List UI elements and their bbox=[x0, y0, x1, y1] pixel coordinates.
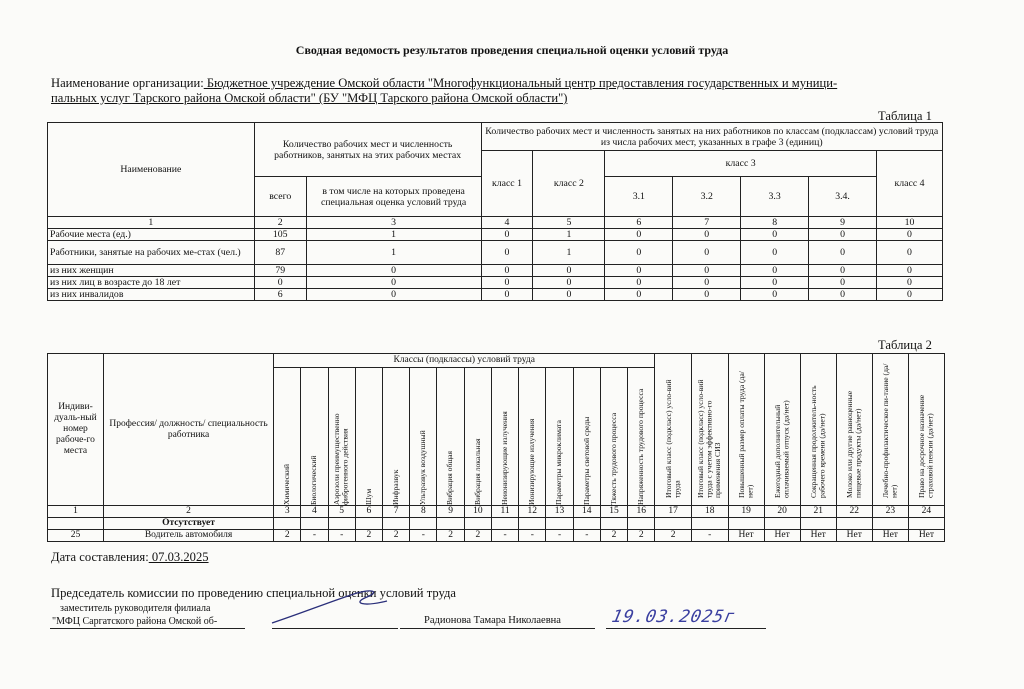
table-cell: 2 bbox=[628, 530, 655, 542]
table-cell: 0 bbox=[481, 241, 533, 265]
table-cell bbox=[872, 518, 908, 530]
table-cell: 1 bbox=[533, 229, 605, 241]
table-cell: 0 bbox=[673, 277, 741, 289]
col-number: 2 bbox=[103, 506, 273, 518]
col-number: 2 bbox=[254, 217, 306, 229]
table-cell: 0 bbox=[877, 277, 943, 289]
col-number: 10 bbox=[877, 217, 943, 229]
date-value: 07.03.2025 bbox=[148, 550, 209, 564]
header-final-class-siz: Итоговый класс (подкласс) усло-вий труда с учетом эффективно-го применения СИЗ bbox=[696, 379, 722, 498]
table-cell: Нет bbox=[728, 530, 764, 542]
row-label: из них инвалидов bbox=[48, 289, 255, 301]
chair-full-name: Радионова Тамара Николаевна bbox=[424, 615, 561, 626]
header-vibration-local: Вибрация локальная bbox=[472, 438, 482, 505]
table2-label: Таблица 2 bbox=[878, 338, 932, 352]
col-number: 6 bbox=[605, 217, 673, 229]
table-cell bbox=[655, 518, 692, 530]
table-cell: 0 bbox=[254, 277, 306, 289]
header-ionizing: Ионизирующие излучения bbox=[527, 418, 537, 505]
table-row bbox=[48, 289, 943, 301]
date-label: Дата составления: bbox=[51, 550, 149, 564]
table-cell: Нет bbox=[908, 530, 944, 542]
header-profession: Профессия/ должность/ специальность работника bbox=[103, 354, 273, 506]
table-cell: 0 bbox=[533, 265, 605, 277]
table-cell: 0 bbox=[673, 265, 741, 277]
header-ultrasound: Ультразвук воздушный bbox=[418, 429, 428, 505]
table-cell: 0 bbox=[306, 289, 481, 301]
table-cell: 0 bbox=[533, 277, 605, 289]
header-short-hours: Сокращенная продолжитель-ность рабочего времени (да/нет) bbox=[808, 384, 827, 498]
table-cell: 2 bbox=[274, 530, 301, 542]
col-number: 6 bbox=[355, 506, 382, 518]
col-number: 1 bbox=[48, 506, 104, 518]
col-number: 4 bbox=[301, 506, 328, 518]
table-cell: - bbox=[573, 530, 600, 542]
chair-position-line1: заместитель руководителя филиала bbox=[60, 603, 211, 614]
table-cell bbox=[355, 518, 382, 530]
table-cell bbox=[328, 518, 355, 530]
workplaces-table bbox=[47, 353, 945, 542]
table-cell bbox=[519, 518, 546, 530]
table-cell: 0 bbox=[306, 277, 481, 289]
header-pension: Право на досрочное назначение страховой пенсии (да/нет) bbox=[916, 394, 935, 498]
table1-label: Таблица 1 bbox=[878, 109, 932, 123]
col-number: 21 bbox=[800, 506, 836, 518]
table-cell: - bbox=[491, 530, 518, 542]
table-cell bbox=[491, 518, 518, 530]
table-cell: Нет bbox=[836, 530, 872, 542]
table-cell bbox=[800, 518, 836, 530]
header-vibration-general: Вибрация общая bbox=[445, 450, 455, 505]
table-cell bbox=[437, 518, 464, 530]
table-cell: 0 bbox=[673, 241, 741, 265]
col-number: 14 bbox=[573, 506, 600, 518]
table-row bbox=[48, 229, 943, 241]
header-leave: Ежегодный дополнительный оплачиваемый отпуск (да/нет) bbox=[772, 399, 791, 498]
table-cell: 6 bbox=[254, 289, 306, 301]
row-label: из них лиц в возрасте до 18 лет bbox=[48, 277, 255, 289]
header-class3: класс 3 bbox=[605, 151, 877, 177]
col-number: 22 bbox=[836, 506, 872, 518]
header-class2: класс 2 bbox=[533, 151, 605, 217]
header-severity: Тяжесть трудового процесса bbox=[608, 412, 618, 505]
row-label: Рабочие места (ед.) bbox=[48, 229, 255, 241]
signature-scribble bbox=[262, 583, 402, 633]
name-underline bbox=[400, 628, 595, 629]
handwritten-date: 19.03.2025г bbox=[609, 607, 738, 627]
table-cell: 0 bbox=[673, 229, 741, 241]
table-cell: 0 bbox=[877, 229, 943, 241]
column-numbers-row bbox=[48, 217, 943, 229]
table-cell: 105 bbox=[254, 229, 306, 241]
compilation-date bbox=[51, 550, 209, 565]
table-cell bbox=[764, 518, 800, 530]
table-cell: 0 bbox=[809, 277, 877, 289]
header-biological: Биологический bbox=[309, 455, 319, 505]
commission-chair-title: Председатель комиссии по проведению специальной оценки условий труда bbox=[51, 586, 456, 600]
absent-label: Отсутствует bbox=[103, 518, 273, 530]
table-cell: Нет bbox=[800, 530, 836, 542]
table-cell: 0 bbox=[481, 265, 533, 277]
table-cell bbox=[48, 518, 104, 530]
col-number: 11 bbox=[491, 506, 518, 518]
table-cell: 0 bbox=[741, 277, 809, 289]
table-cell: 2 bbox=[600, 530, 627, 542]
table-cell: - bbox=[410, 530, 437, 542]
table-cell: - bbox=[519, 530, 546, 542]
table-cell: 1 bbox=[533, 241, 605, 265]
col-number: 20 bbox=[764, 506, 800, 518]
col-number: 5 bbox=[328, 506, 355, 518]
header-final-class: Итоговый класс (подкласс) усло-вий труда bbox=[663, 379, 682, 498]
table-cell bbox=[908, 518, 944, 530]
table-cell bbox=[628, 518, 655, 530]
table-cell: 79 bbox=[254, 265, 306, 277]
date-underline bbox=[606, 628, 766, 629]
table-cell: 0 bbox=[605, 229, 673, 241]
table-row bbox=[48, 277, 943, 289]
row-label: из них женщин bbox=[48, 265, 255, 277]
table-cell: 0 bbox=[533, 289, 605, 301]
col-number: 9 bbox=[437, 506, 464, 518]
table-cell: 1 bbox=[306, 229, 481, 241]
chair-position-line2: "МФЦ Саргатского района Омской об- bbox=[52, 616, 218, 627]
col-number: 9 bbox=[809, 217, 877, 229]
col-number: 17 bbox=[655, 506, 692, 518]
table-cell: 0 bbox=[481, 229, 533, 241]
table-cell: 0 bbox=[809, 289, 877, 301]
table-cell bbox=[410, 518, 437, 530]
organization-name bbox=[51, 76, 951, 106]
col-number: 19 bbox=[728, 506, 764, 518]
header-infrasound: Инфразвук bbox=[390, 469, 400, 505]
header-name: Наименование bbox=[48, 123, 255, 217]
signature-line bbox=[272, 628, 398, 629]
table-cell: 0 bbox=[306, 265, 481, 277]
table-cell: 2 bbox=[655, 530, 692, 542]
organization-value-line2: пальных услуг Тарского района Омской области" (БУ "МФЦ Тарского района Омской области") bbox=[51, 91, 568, 105]
col-number: 3 bbox=[274, 506, 301, 518]
table-cell: 0 bbox=[741, 289, 809, 301]
table-row bbox=[48, 530, 945, 542]
col-number: 15 bbox=[600, 506, 627, 518]
col-number: 24 bbox=[908, 506, 944, 518]
table-cell: 0 bbox=[877, 241, 943, 265]
header-classes: Количество рабочих мест и численность занятых на них работников по классам (подклассам) условий труда из числа рабочих мест, указанных в графе 3 (единиц) bbox=[481, 123, 943, 151]
table-row bbox=[48, 265, 943, 277]
header-pay: Повышенный размер оплаты труда (да/нет) bbox=[736, 370, 755, 498]
header-chemical: Химический bbox=[281, 463, 291, 505]
table-row bbox=[48, 518, 945, 530]
col-number: 7 bbox=[383, 506, 410, 518]
table-cell: 0 bbox=[605, 277, 673, 289]
table-cell bbox=[383, 518, 410, 530]
header-workplaces: Количество рабочих мест и численность работников, занятых на этих рабочих местах bbox=[254, 123, 481, 177]
col-number: 10 bbox=[464, 506, 491, 518]
table-cell: 0 bbox=[673, 289, 741, 301]
table-cell: 0 bbox=[809, 265, 877, 277]
table-cell: - bbox=[546, 530, 573, 542]
col-number: 18 bbox=[691, 506, 728, 518]
header-class3-3: 3.3 bbox=[741, 177, 809, 217]
table-cell bbox=[573, 518, 600, 530]
header-class3-2: 3.2 bbox=[673, 177, 741, 217]
table-cell bbox=[836, 518, 872, 530]
header-aerosols: Аэрозоли преимущественно фиброгенного действия bbox=[332, 412, 350, 505]
table-cell: - bbox=[328, 530, 355, 542]
header-workplace-id: Индиви-дуаль-ный номер рабоче-го места bbox=[48, 354, 104, 506]
col-number: 3 bbox=[306, 217, 481, 229]
table-cell: 0 bbox=[809, 241, 877, 265]
header-class3-4: 3.4. bbox=[809, 177, 877, 217]
profession: Водитель автомобиля bbox=[103, 530, 273, 542]
table-cell: 1 bbox=[306, 241, 481, 265]
col-number: 8 bbox=[741, 217, 809, 229]
summary-table bbox=[47, 122, 943, 301]
table-cell: 0 bbox=[877, 265, 943, 277]
col-number: 5 bbox=[533, 217, 605, 229]
col-number: 12 bbox=[519, 506, 546, 518]
table-cell: 0 bbox=[741, 229, 809, 241]
table-cell: 2 bbox=[464, 530, 491, 542]
header-lighting: Параметры световой среды bbox=[581, 416, 591, 505]
document-title: Сводная ведомость результатов проведения специальной оценки условий труда bbox=[295, 43, 729, 57]
header-class1: класс 1 bbox=[481, 151, 533, 217]
table-cell bbox=[464, 518, 491, 530]
column-numbers-row bbox=[48, 506, 945, 518]
row-label: Работники, занятые на рабочих ме-стах (чел.) bbox=[48, 241, 255, 265]
table-cell: 0 bbox=[605, 265, 673, 277]
header-food: Лечебно-профилактическое пи-тание (да/нет) bbox=[880, 363, 899, 498]
col-number: 23 bbox=[872, 506, 908, 518]
header-total: всего bbox=[254, 177, 306, 217]
header-classes: Классы (подклассы) условий труда bbox=[274, 354, 655, 368]
table-cell bbox=[691, 518, 728, 530]
table-cell: 0 bbox=[605, 289, 673, 301]
table-cell: 0 bbox=[605, 241, 673, 265]
table-row bbox=[48, 241, 943, 265]
header-class3-1: 3.1 bbox=[605, 177, 673, 217]
header-microclimate: Параметры микроклимата bbox=[554, 419, 564, 505]
table-cell: 0 bbox=[877, 289, 943, 301]
organization-label: Наименование организации: bbox=[51, 76, 204, 90]
header-class4: класс 4 bbox=[877, 151, 943, 217]
table-cell bbox=[274, 518, 301, 530]
table-cell: Нет bbox=[872, 530, 908, 542]
col-number: 1 bbox=[48, 217, 255, 229]
header-noise: Шум bbox=[363, 488, 373, 505]
header-assessed: в том числе на которых проведена специальная оценка условий труда bbox=[306, 177, 481, 217]
table-cell: 2 bbox=[383, 530, 410, 542]
header-nonionizing: Неионизирующие излучения bbox=[499, 410, 509, 505]
organization-value-line1: Бюджетное учреждение Омской области "Многофункциональный центр предоставления государственных и муници- bbox=[203, 76, 838, 90]
table-cell: 0 bbox=[741, 241, 809, 265]
workplace-id: 25 bbox=[48, 530, 104, 542]
col-number: 16 bbox=[628, 506, 655, 518]
table-cell bbox=[728, 518, 764, 530]
header-milk: Молоко или другие равноценные пищевые продукты (да/нет) bbox=[844, 390, 863, 498]
col-number: 13 bbox=[546, 506, 573, 518]
table-cell bbox=[546, 518, 573, 530]
table-cell bbox=[301, 518, 328, 530]
position-underline bbox=[50, 628, 245, 629]
header-intensity: Напряженность трудового процесса bbox=[635, 388, 645, 505]
table-cell: Нет bbox=[764, 530, 800, 542]
table-cell: 2 bbox=[355, 530, 382, 542]
col-number: 7 bbox=[673, 217, 741, 229]
table-cell: - bbox=[301, 530, 328, 542]
table-cell: - bbox=[691, 530, 728, 542]
table-cell: 0 bbox=[741, 265, 809, 277]
table-cell: 87 bbox=[254, 241, 306, 265]
table-cell: 0 bbox=[481, 289, 533, 301]
table-cell: 2 bbox=[437, 530, 464, 542]
col-number: 8 bbox=[410, 506, 437, 518]
col-number: 4 bbox=[481, 217, 533, 229]
table-cell bbox=[600, 518, 627, 530]
table-cell: 0 bbox=[809, 229, 877, 241]
table-cell: 0 bbox=[481, 277, 533, 289]
